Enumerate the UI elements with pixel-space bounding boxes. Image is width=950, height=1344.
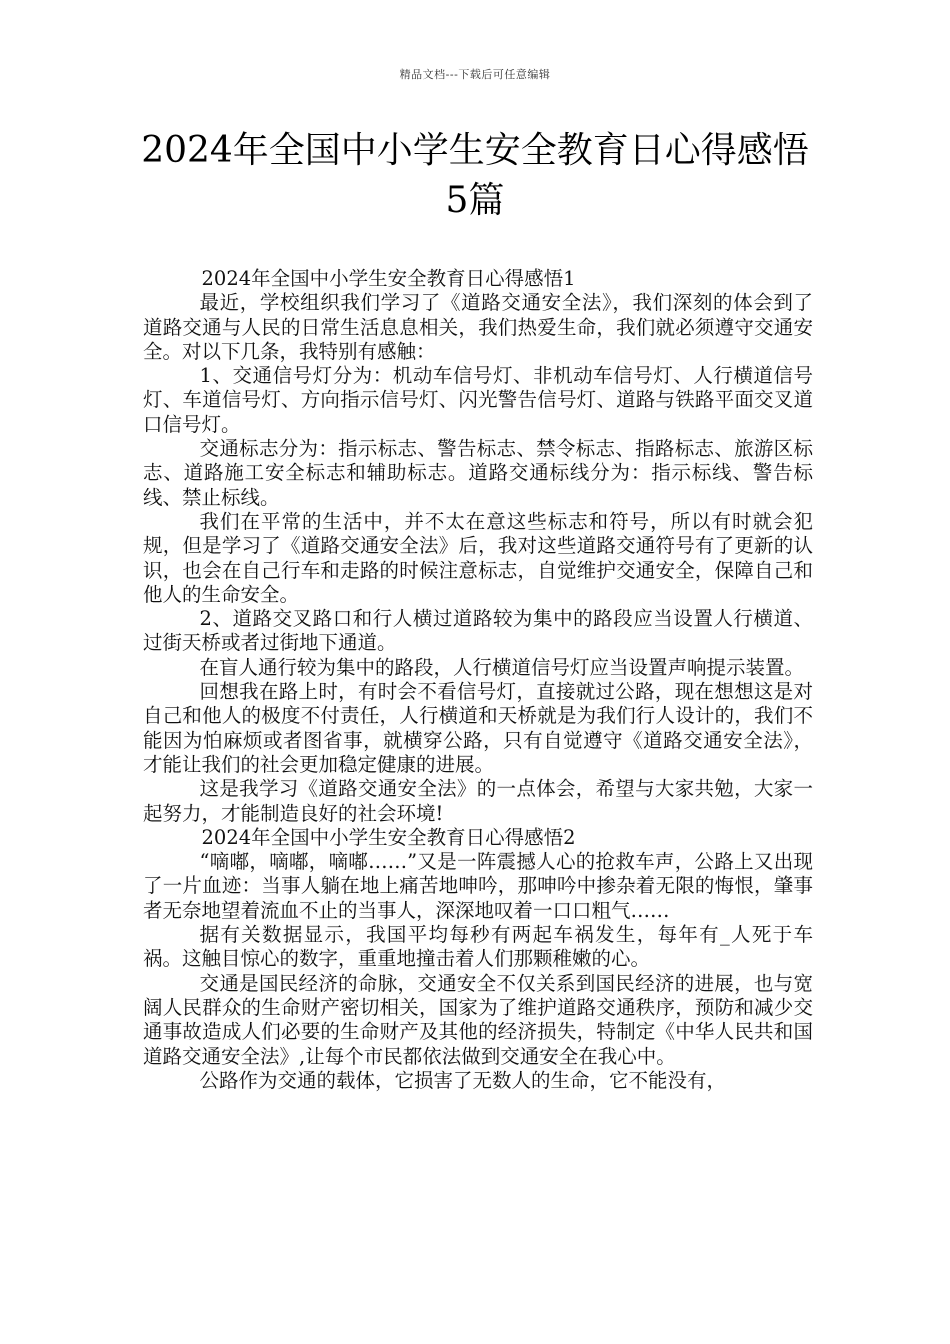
paragraph: 交通标志分为：指示标志、警告标志、禁令标志、指路标志、旅游区标志、道路施工安全标志和辅助标志。道路交通标线分为：指示标线、警告标线、禁止标线。 <box>143 437 813 509</box>
paragraph: 据有关数据显示，我国平均每秒有两起车祸发生，每年有_人死于车祸。这触目惊心的数字，重重地撞击着人们那颗稚嫩的心。 <box>143 923 813 971</box>
section-heading-1: 2024年全国中小学生安全教育日心得感悟1 <box>201 267 576 290</box>
paragraph: 最近，学校组织我们学习了《道路交通安全法》，我们深刻的体会到了道路交通与人民的日常生活息息相关，我们热爱生命，我们就必须遵守交通安全。对以下几条，我特别有感触： <box>143 291 813 363</box>
paragraph: 2、道路交叉路口和行人横过道路较为集中的路段应当设置人行横道、过街天桥或者过街地下通道。 <box>143 607 813 655</box>
document-body <box>143 267 813 1093</box>
paragraph: 这是我学习《道路交通安全法》的一点体会，希望与大家共勉，大家一起努力，才能制造良好的社会环境! <box>143 777 813 825</box>
paragraph: 回想我在路上时，有时会不看信号灯，直接就过公路，现在想想这是对自己和他人的极度不付责任，人行横道和天桥就是为我们行人设计的，我们不能因为怕麻烦或者图省事，就横穿公路，只有自觉遵守《道路交通安全法》，才能让我们的社会更加稳定健康的进展。 <box>143 680 813 776</box>
document-title <box>120 126 830 226</box>
paragraph: 公路作为交通的载体，它损害了无数人的生命，它不能没有， <box>199 1068 727 1092</box>
paragraph: 我们在平常的生活中，并不太在意这些标志和符号，所以有时就会犯规，但是学习了《道路交通安全法》后，我对这些道路交通符号有了更新的认识，也会在自己行车和走路的时候注意标志，自觉维护交通安全，保障自己和他人的生命安全。 <box>143 509 813 606</box>
title-line-2: 5篇 <box>445 180 505 221</box>
paragraph: 1、交通信号灯分为：机动车信号灯、非机动车信号灯、人行横道信号灯、车道信号灯、方向指示信号灯、闪光警告信号灯、道路与铁路平面交叉道口信号灯。 <box>143 364 813 436</box>
paragraph: “嘀嘟，嘀嘟，嘀嘟……”又是一阵震撼人心的抢救车声，公路上又出现了一片血迹：当事人躺在地上痛苦地呻吟，那呻吟中掺杂着无限的悔恨，肇事者无奈地望着流血不止的当事人，深深地叹着一口口粗气…… <box>143 850 813 922</box>
section-heading-2: 2024年全国中小学生安全教育日心得感悟2 <box>201 825 576 849</box>
title-line-1: 2024年全国中小学生安全教育日心得感悟 <box>141 130 809 171</box>
header-note: 精品文档---下载后可任意编辑 <box>399 68 551 81</box>
paragraph: 在盲人通行较为集中的路段，人行横道信号灯应当设置声响提示装置。 <box>199 655 805 679</box>
paragraph: 交通是国民经济的命脉，交通安全不仅关系到国民经济的进展，也与宽阔人民群众的生命财产密切相关，国家为了维护道路交通秩序，预防和减少交通事故造成人们必要的生命财产及其他的经济损失，特制定《中华人民共和国道路交通安全法》,让每个市民都依法做到交通安全在我心中。 <box>143 971 813 1068</box>
